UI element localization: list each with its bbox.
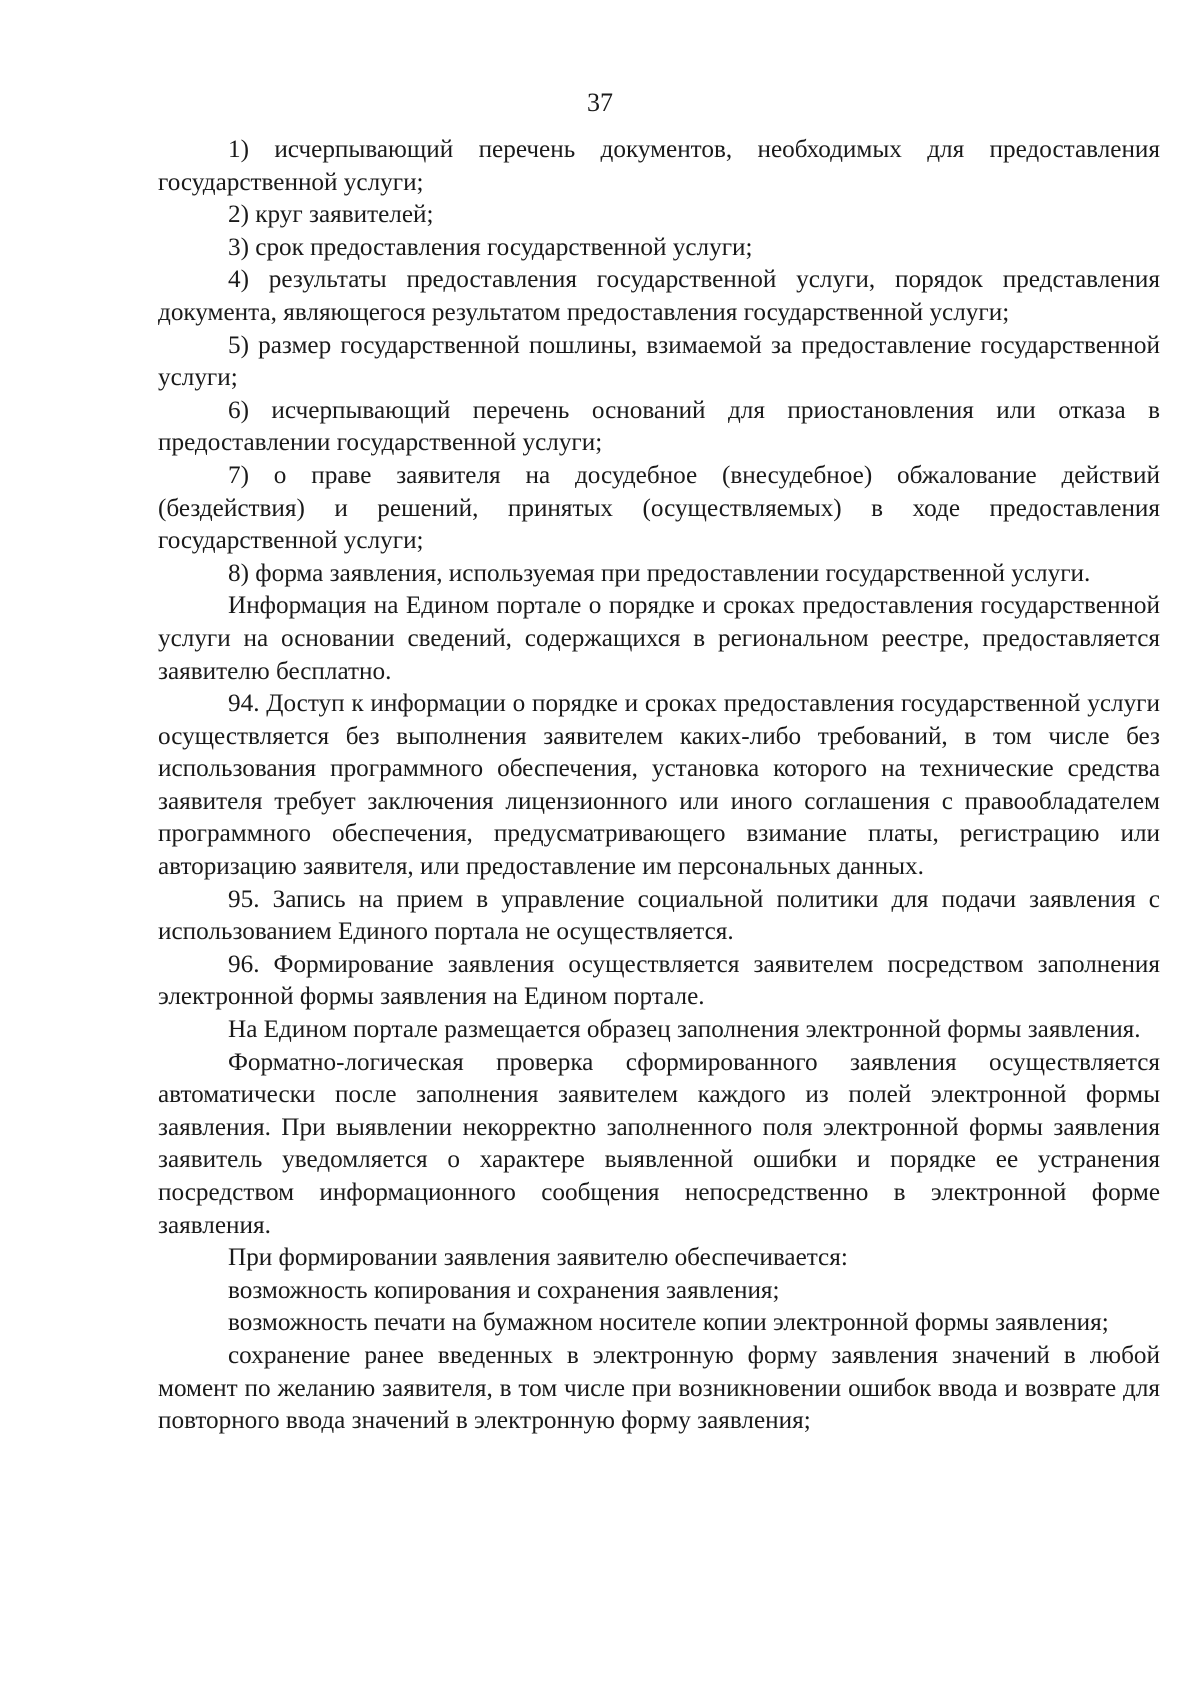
paragraph-list-item-7: 7) о праве заявителя на досудебное (внесудебное) обжалование действий (бездействия) и решений, принятых (осуществляемых) в ходе предоставления государственной услуги; xyxy=(158,461,1160,555)
document-body xyxy=(158,134,1160,1438)
page-number: 37 xyxy=(587,88,613,117)
paragraph-list-item-2: 2) круг заявителей; xyxy=(228,201,434,229)
paragraph-format-check: Форматно-логическая проверка сформированного заявления осуществляется автоматически после заполнения заявителем каждого из полей электронной формы заявления. При выявлении некорректно заполненного поля электронной формы заявления заявитель уведомляется о характере выявленной ошибки и порядке ее устранения посредством информационного сообщения непосредственно в электронной форме заявления. xyxy=(158,1048,1160,1239)
paragraph-info-free: Информация на Едином портале о порядке и сроках предоставления государственной услуги на основании сведений, содержащихся в региональном реестре, предоставляется заявителю бесплатно. xyxy=(158,592,1160,685)
paragraph-list-item-4: 4) результаты предоставления государственной услуги, порядок представления документа, являющегося результатом предоставления государственной услуги; xyxy=(158,266,1160,326)
paragraph-list-item-6: 6) исчерпывающий перечень оснований для приостановления или отказа в предоставлении государственной услуги; xyxy=(158,396,1160,457)
paragraph-94: 94. Доступ к информации о порядке и сроках предоставления государственной услуги осуществляется без выполнения заявителем каких-либо требований, в том числе без использования программного обеспечения, установка которого на технические средства заявителя требует заключения лицензионного или иного соглашения с правообладателем программного обеспечения, предусматривающего взимание платы, регистрацию или авторизацию заявителя, или предоставление им персональных данных. xyxy=(158,690,1160,881)
paragraph-list-item-8: 8) форма заявления, используемая при предоставлении государственной услуги. xyxy=(228,559,1091,587)
paragraph-print: возможность печати на бумажном носителе копии электронной формы заявления; xyxy=(228,1309,1109,1337)
paragraph-copy-save: возможность копирования и сохранения заявления; xyxy=(228,1276,780,1304)
paragraph-list-item-5: 5) размер государственной пошлины, взимаемой за предоставление государственной услуги; xyxy=(158,331,1160,392)
paragraph-list-item-3: 3) срок предоставления государственной услуги; xyxy=(228,233,753,261)
paragraph-list-item-1: 1) исчерпывающий перечень документов, необходимых для предоставления государственной услуги; xyxy=(158,136,1160,196)
paragraph-sample-form: На Едином портале размещается образец заполнения электронной формы заявления. xyxy=(228,1016,1141,1044)
paragraph-save-values: сохранение ранее введенных в электронную форму заявления значений в любой момент по желанию заявителя, в том числе при возникновении ошибок ввода и возврате для повторного ввода значений в электронную форму заявления; xyxy=(158,1341,1160,1435)
paragraph-96: 96. Формирование заявления осуществляется заявителем посредством заполнения электронной формы заявления на Едином портале. xyxy=(158,950,1160,1011)
paragraph-ensured-intro: При формировании заявления заявителю обеспечивается: xyxy=(228,1244,848,1272)
paragraph-95: 95. Запись на прием в управление социальной политики для подачи заявления с использованием Единого портала не осуществляется. xyxy=(158,885,1160,946)
